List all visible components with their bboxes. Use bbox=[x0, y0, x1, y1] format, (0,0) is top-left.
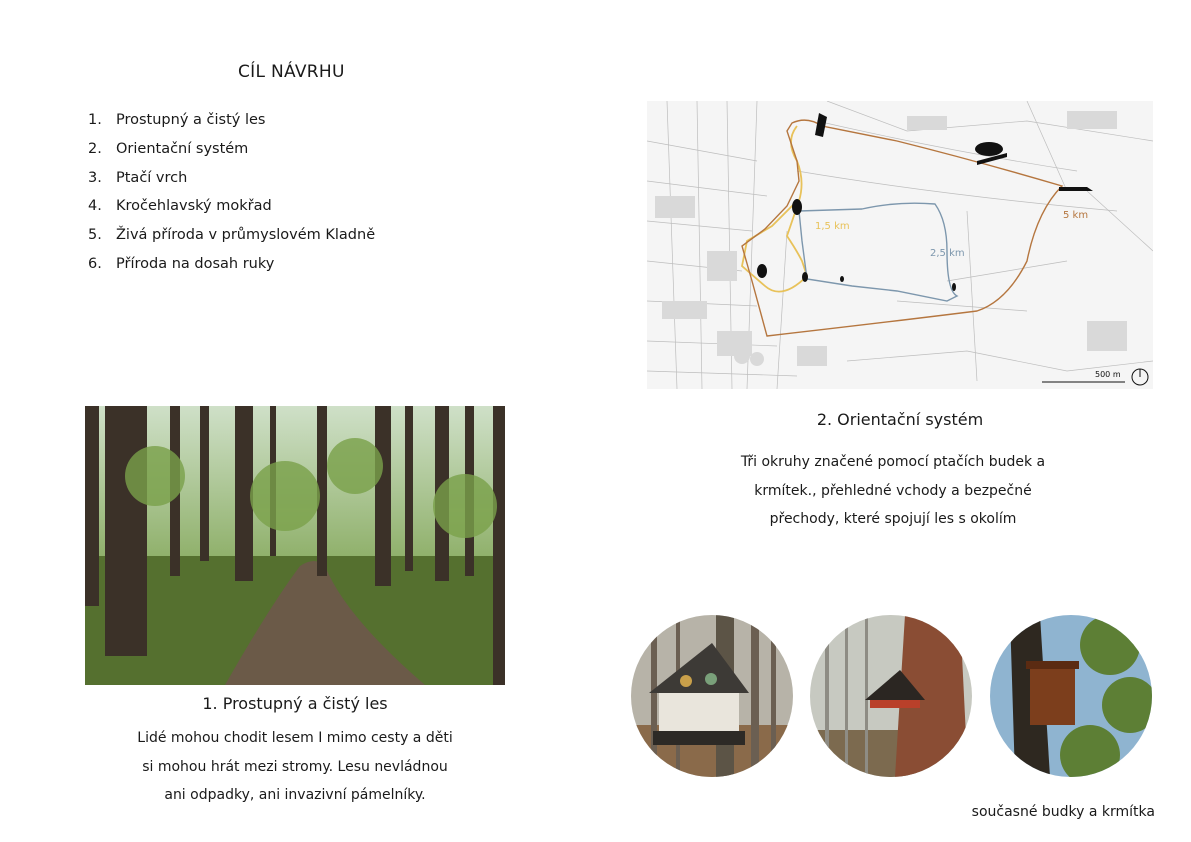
route-label-medium: 2,5 km bbox=[930, 248, 965, 259]
goal-item bbox=[88, 141, 375, 170]
goal-item-label: Příroda na dosah ruky bbox=[116, 255, 275, 272]
forest-line: Lidé mohou chodit lesem I mimo cesty a děti bbox=[137, 730, 453, 746]
map-scale-label: 500 m bbox=[1095, 370, 1121, 379]
goal-item-label: Orientační systém bbox=[116, 140, 249, 157]
goal-item-label: Kročehlavský mokřad bbox=[116, 198, 272, 215]
goal-item bbox=[88, 256, 375, 285]
forest-description bbox=[105, 724, 485, 810]
goal-item-number: 6. bbox=[88, 255, 102, 272]
route-map-drawing bbox=[647, 101, 1153, 389]
bird-house-photo bbox=[810, 615, 972, 777]
route-label-long: 5 km bbox=[1063, 210, 1089, 221]
goal-item-number: 5. bbox=[88, 227, 102, 244]
goal-title: CÍL NÁVRHU bbox=[238, 62, 345, 82]
forest-line: si mohou hrát mezi stromy. Lesu nevládnou bbox=[142, 758, 448, 775]
goal-item bbox=[88, 170, 375, 199]
goal-list bbox=[88, 112, 375, 285]
forest-line: ani odpadky, ani invazivní pámelníky. bbox=[164, 787, 426, 803]
route-map bbox=[647, 101, 1153, 389]
orientation-line: přechody, které spojují les s okolím bbox=[769, 511, 1017, 527]
goal-item-label: Živá příroda v průmyslovém Kladně bbox=[116, 227, 376, 244]
goal-item-number: 3. bbox=[88, 169, 102, 186]
goal-item bbox=[88, 198, 375, 227]
goal-item bbox=[88, 227, 375, 256]
boxes-caption: současné budky a krmítka bbox=[971, 804, 1155, 820]
route-label-short: 1,5 km bbox=[815, 221, 850, 232]
goal-item-number: 2. bbox=[88, 140, 102, 157]
forest-photo bbox=[85, 406, 505, 685]
goal-item-number: 1. bbox=[88, 112, 102, 128]
orientation-line: Tři okruhy značené pomocí ptačích budek a bbox=[740, 454, 1046, 470]
goal-item-number: 4. bbox=[88, 198, 102, 215]
nest-box-photo bbox=[990, 615, 1152, 777]
bird-feeder-photo bbox=[631, 615, 793, 777]
orientation-description bbox=[705, 448, 1081, 534]
forest-title: 1. Prostupný a čistý les bbox=[202, 694, 388, 713]
goal-item-label: Prostupný a čistý les bbox=[116, 112, 266, 128]
goal-item-label: Ptačí vrch bbox=[116, 169, 188, 186]
orientation-line: krmítek., přehledné vchody a bezpečné bbox=[754, 482, 1032, 499]
goal-item bbox=[88, 112, 375, 141]
orientation-title: 2. Orientační systém bbox=[816, 410, 984, 429]
